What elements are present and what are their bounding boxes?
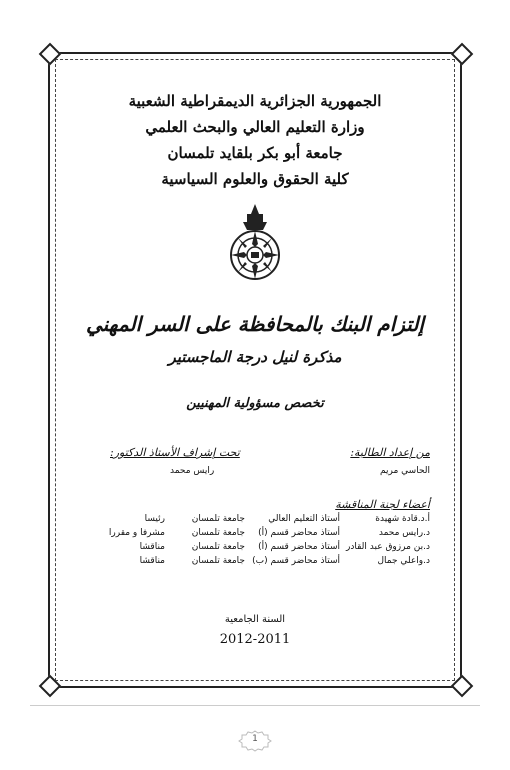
member-university: جامعة تلمسان bbox=[191, 542, 245, 552]
student-name: الحاسي مريم bbox=[380, 466, 430, 476]
thesis-specialty: تخصص مسؤولية المهنيين bbox=[186, 396, 324, 411]
member-university: جامعة تلمسان bbox=[191, 556, 245, 566]
academic-year-label: السنة الجامعية bbox=[224, 614, 286, 625]
header-university: جامعة أبو بكر بلقايد تلمسان bbox=[167, 144, 343, 162]
header-republic: الجمهورية الجزائرية الديمقراطية الشعبية bbox=[128, 92, 382, 110]
thesis-title: إلتزام البنك بالمحافظة على السر المهني bbox=[86, 312, 424, 336]
committee-table bbox=[80, 512, 430, 568]
thesis-degree: مذكرة لنيل درجة الماجستير bbox=[168, 348, 342, 366]
member-university: جامعة تلمسان bbox=[191, 528, 245, 538]
academic-year-value: 2012-2011 bbox=[219, 632, 291, 647]
member-name: د.واعلي جمال bbox=[377, 556, 430, 566]
footer-divider bbox=[30, 705, 480, 706]
member-role: مناقشا bbox=[139, 542, 165, 552]
committee-row bbox=[80, 540, 430, 554]
header-ministry: وزارة التعليم العالي والبحث العلمي bbox=[145, 118, 365, 136]
member-name: أ.د.قادة شهيدة bbox=[375, 514, 430, 524]
member-university: جامعة تلمسان bbox=[191, 514, 245, 524]
committee-row bbox=[80, 526, 430, 540]
supervisor-label: تحت إشراف الأستاذ الدكتور: bbox=[110, 446, 240, 459]
supervisor-name: رايس محمد bbox=[170, 466, 215, 476]
member-rank: أستاذ محاضر قسم (أ) bbox=[258, 528, 340, 538]
member-name: د.بن مرزوق عبد القادر bbox=[346, 542, 430, 552]
member-rank: أستاذ محاضر قسم (أ) bbox=[258, 542, 340, 552]
header-faculty: كلية الحقوق والعلوم السياسية bbox=[161, 170, 349, 188]
member-rank: أستاذ التعليم العالي bbox=[268, 514, 340, 524]
member-role: مناقشا bbox=[139, 556, 165, 566]
committee-label: أعضاء لجنة المناقشة bbox=[335, 498, 430, 511]
member-rank: أستاذ محاضر قسم (ب) bbox=[252, 556, 340, 566]
page-number: 1 bbox=[252, 734, 258, 744]
member-name: د.رايس محمد bbox=[378, 528, 430, 538]
committee-row bbox=[80, 554, 430, 568]
member-role: رئيسا bbox=[144, 514, 165, 524]
member-role: مشرفا و مقررا bbox=[108, 528, 165, 538]
university-emblem-icon bbox=[223, 200, 287, 290]
student-label: من إعداد الطالبة: bbox=[350, 446, 430, 459]
committee-row bbox=[80, 512, 430, 526]
